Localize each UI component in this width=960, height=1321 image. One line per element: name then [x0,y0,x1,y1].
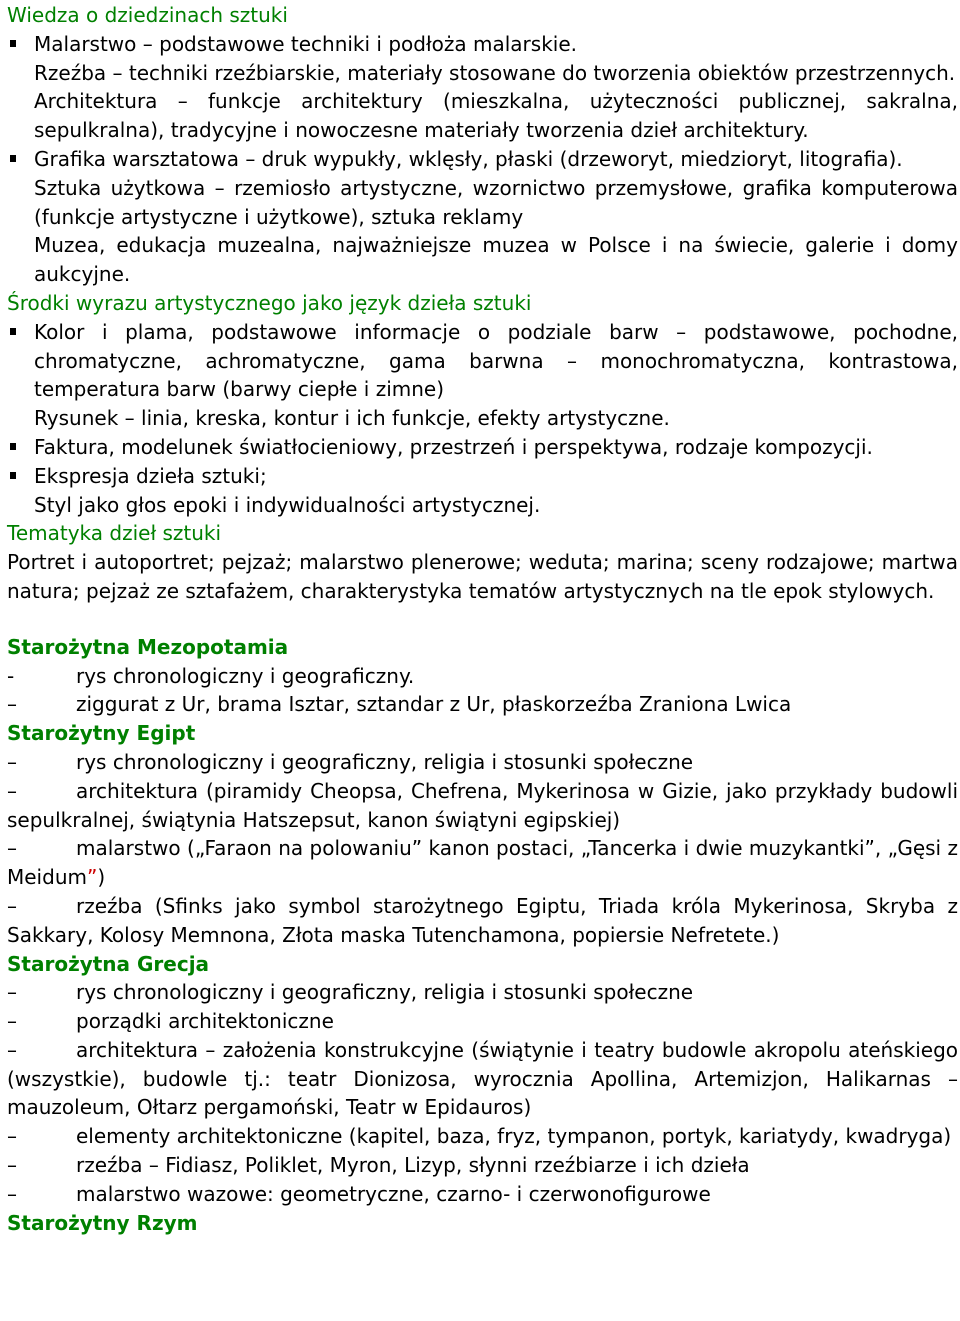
greece-item-text: rys chronologiczny i geograficzny, religia i stosunki społeczne [76,980,694,1005]
dash-marker: – [7,1009,17,1034]
dash-marker: – [7,692,17,717]
list-item-drawing: Rysunek – linia, kreska, kontur i ich funkcje, efekty artystyczne. [34,406,670,431]
greece-item [7,1122,958,1151]
greece-item [7,1007,958,1036]
egypt-item [7,892,958,950]
section-heading-themes: Tematyka dzieł sztuki [7,521,222,546]
section-heading-greece: Starożytna Grecja [7,951,210,976]
egypt-item [7,748,958,777]
list-item-applied-art: Sztuka użytkowa – rzemiosło artystyczne, wzornictwo przemysłowe, grafika komputerowa (funkcje artystyczne i użytkowe), sztuka reklamy [34,175,958,229]
egypt-painting-title: „Faraon na polowaniu” [194,836,423,861]
section-heading-mesopotamia: Starożytna Mezopotamia [7,634,289,659]
greece-item-text: architektura – założenia konstrukcyjne (świątynie i teatry budowle akropolu ateńskiego (wszystkie), budowle tj.: teatr Dionizosa, wyrocznia Apollina, Artemizjon, Halikarnas – mauzoleum, Ołtarz pergamoński, Teatr w Epidauros) [7,1037,958,1120]
egypt-item-text: architektura (piramidy Cheopsa, Chefrena, Mykerinosa w Gizie, jako przykłady budowli sepulkralnej, świątynia Hatszepsut, kanon świątyni egipskiej) [7,778,958,832]
greece-item-text: porządki architektoniczne [76,1009,334,1034]
dash-marker: – [7,980,17,1005]
list-item-architecture: Architektura – funkcje architektury (mieszkalna, użyteczności publicznej, sakralna, sepulkralna), tradycyjne i nowoczesne materiały tworzenia dzieł architektury. [34,89,958,143]
egypt-painting-rest: kanon postaci, „Tancerka i dwie muzykantki”, „Gęsi z Meidum [7,836,959,890]
list-item-texture: Faktura, modelunek światłocieniowy, przestrzeń i perspektywa, rodzaje kompozycji. [7,433,958,462]
mesopotamia-item-text: rys chronologiczny i geograficzny. [76,663,415,688]
dash-marker: – [7,836,17,861]
egypt-painting-quote-mark: ” [86,865,98,890]
greece-item-text: malarstwo wazowe: geometryczne, czarno- i czerwonofigurowe [76,1181,711,1206]
dash-marker: – [7,749,17,774]
list-item-expression: Ekspresja dzieła sztuki; [7,462,958,491]
greece-item [7,1180,958,1209]
greece-item [7,1151,958,1180]
list-item-painting: Malarstwo – podstawowe techniki i podłoża malarskie. [7,30,958,59]
list-item-color: Kolor i plama, podstawowe informacje o podziale barw – podstawowe, pochodne, chromatyczne, achromatyczne, gama barwna – monochromatyczna, kontrastowa, temperatura barw (barwy ciepłe i zimne) [7,318,958,404]
list-item-sculpture: Rzeźba – techniki rzeźbiarskie, materiały stosowane do tworzenia obiektów przestrzennych. [34,60,956,85]
dash-marker: – [7,778,17,803]
egypt-item-painting [7,834,958,892]
themes-paragraph: Portret i autoportret; pejzaż; malarstwo plenerowe; weduta; marina; sceny rodzajowe; martwa natura; pejzaż ze sztafażem, charakterystyka tematów artystycznych na tle epok stylowych. [7,550,958,603]
list-item-graphics: Grafika warsztatowa – druk wypukły, wklęsły, płaski (drzeworyt, miedzioryt, litografia). [7,145,958,174]
dash-marker: – [7,893,17,918]
spacer [7,606,958,633]
egypt-painting-start: malarstwo ( [76,836,195,861]
dash-marker: – [7,1181,17,1206]
list-item-style: Styl jako głos epoki i indywidualności artystycznej. [34,492,541,517]
greece-item [7,1036,958,1122]
egypt-item-text: rys chronologiczny i geograficzny, religia i stosunki społeczne [76,749,694,774]
dash-marker: – [7,1153,17,1178]
section-heading-egypt: Starożytny Egipt [7,721,196,746]
greece-item-text: rzeźba – Fidiasz, Poliklet, Myron, Lizyp, słynni rzeźbiarze i ich dzieła [76,1153,750,1178]
dash-marker: - [7,663,15,688]
section-heading-arts-domains: Wiedza o dziedzinach sztuki [7,3,288,27]
section-heading-rome: Starożytny Rzym [7,1210,198,1235]
egypt-painting-end: ) [97,865,106,890]
greece-item [7,978,958,1007]
egypt-item [7,777,958,835]
dash-marker: – [7,1124,17,1149]
greece-item-text: elementy architektoniczne (kapitel, baza, fryz, tympanon, portyk, kariatydy, kwadryga) [76,1124,952,1149]
list-item-museums: Muzea, edukacja muzealna, najważniejsze muzea w Polsce i na świecie, galerie i domy aukcyjne. [34,233,958,287]
mesopotamia-item [7,662,958,691]
section-heading-means-of-expression: Środki wyrazu artystycznego jako język dzieła sztuki [7,290,532,315]
dash-marker: – [7,1037,17,1062]
egypt-item-text: rzeźba (Sfinks jako symbol starożytnego Egiptu, Triada króla Mykerinosa, Skryba z Sakkary, Kolosy Memnona, Złota maska Tutenchamona, popiersie Nefretete.) [7,893,958,947]
mesopotamia-item-text: ziggurat z Ur, brama Isztar, sztandar z Ur, płaskorzeźba Zraniona Lwica [76,692,792,717]
mesopotamia-item [7,690,958,719]
